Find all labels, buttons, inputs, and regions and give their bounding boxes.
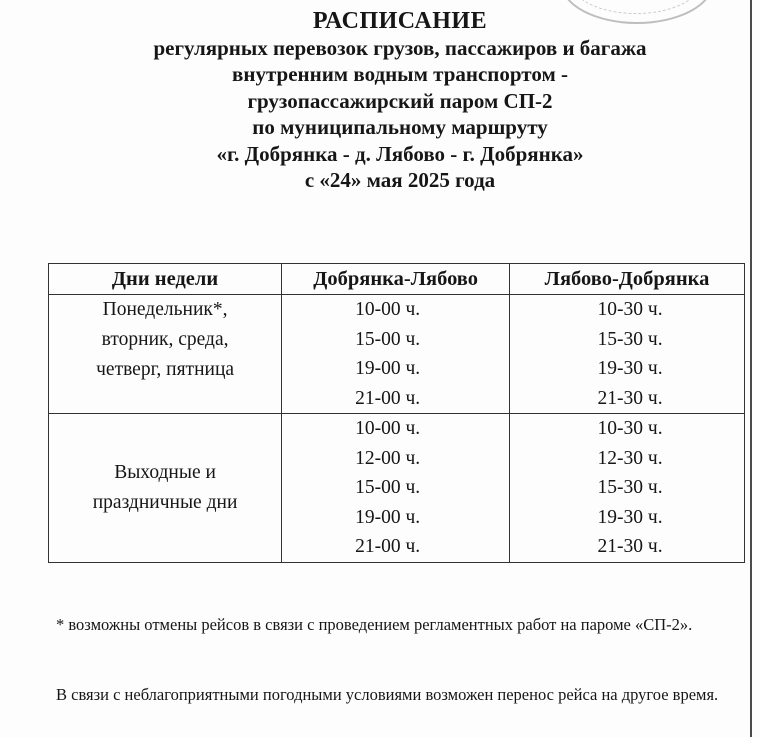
departure-time: 10-00 ч. [355, 418, 421, 439]
document-title: РАСПИСАНИЕ [312, 8, 488, 34]
header-effective-date: с «24» мая 2025 года [304, 168, 496, 192]
departure-time: 10-30 ч. [597, 299, 663, 320]
document-header [30, 8, 760, 194]
table-row-weekends [49, 414, 745, 563]
header-line-2: внутренним водным транспортом - [232, 62, 568, 86]
departure-time: 10-30 ч. [597, 418, 663, 439]
departure-time: 19-30 ч. [597, 358, 663, 379]
weekends-label-line: Выходные и [114, 461, 216, 483]
departure-time: 15-30 ч. [597, 477, 663, 498]
weekends-label [49, 414, 282, 563]
departure-time: 21-30 ч. [597, 387, 663, 409]
weekdays-label-line: четверг, пятница [96, 359, 235, 380]
header-route: «г. Добрянка - д. Лябово - г. Добрянка» [216, 141, 584, 166]
departure-time: 21-00 ч. [355, 387, 421, 409]
header-lyabovo-dobryanka: Лябово-Добрянка [510, 264, 745, 295]
header-days: Дни недели [49, 264, 282, 295]
header-line-3: грузопассажирский паром СП-2 [247, 88, 553, 113]
departure-time: 15-00 ч. [355, 477, 421, 498]
schedule-table [48, 263, 745, 563]
weekdays-label-line: вторник, среда, [101, 329, 229, 350]
departure-time: 19-00 ч. [355, 506, 421, 528]
departure-time: 10-00 ч. [355, 299, 421, 320]
weekends-label-line: праздничные дни [92, 491, 238, 513]
departure-time: 21-00 ч. [355, 536, 421, 557]
departure-time: 15-00 ч. [355, 328, 421, 350]
table-header-row [49, 264, 745, 295]
departure-time: 19-00 ч. [355, 358, 421, 379]
header-dobryanka-lyabovo: Добрянка-Лябово [282, 264, 510, 295]
weekends-dobryanka-lyabovo-times [282, 414, 510, 563]
header-line-4: по муниципальному маршруту [252, 115, 548, 139]
weekdays-dobryanka-lyabovo-times [282, 295, 510, 414]
weekdays-label-line: Понедельник*, [102, 299, 228, 320]
footnote-cancellations: * возможны отмены рейсов в связи с проведением регламентных работ на пароме «СП-2». [56, 615, 693, 634]
weekdays-lyabovo-dobryanka-times [510, 295, 745, 414]
departure-time: 12-00 ч. [355, 447, 421, 469]
weekends-lyabovo-dobryanka-times [510, 414, 745, 563]
weekdays-label [49, 295, 282, 414]
note-weather: В связи с неблагоприятными погодными условиями возможен перенос рейса на другое время. [56, 685, 719, 704]
departure-time: 19-30 ч. [597, 506, 663, 528]
table-row-weekdays [49, 295, 745, 414]
departure-time: 15-30 ч. [597, 328, 663, 350]
departure-time: 21-30 ч. [597, 536, 663, 557]
header-line-1: регулярных перевозок грузов, пассажиров и багажа [153, 35, 647, 60]
departure-time: 12-30 ч. [597, 447, 663, 469]
